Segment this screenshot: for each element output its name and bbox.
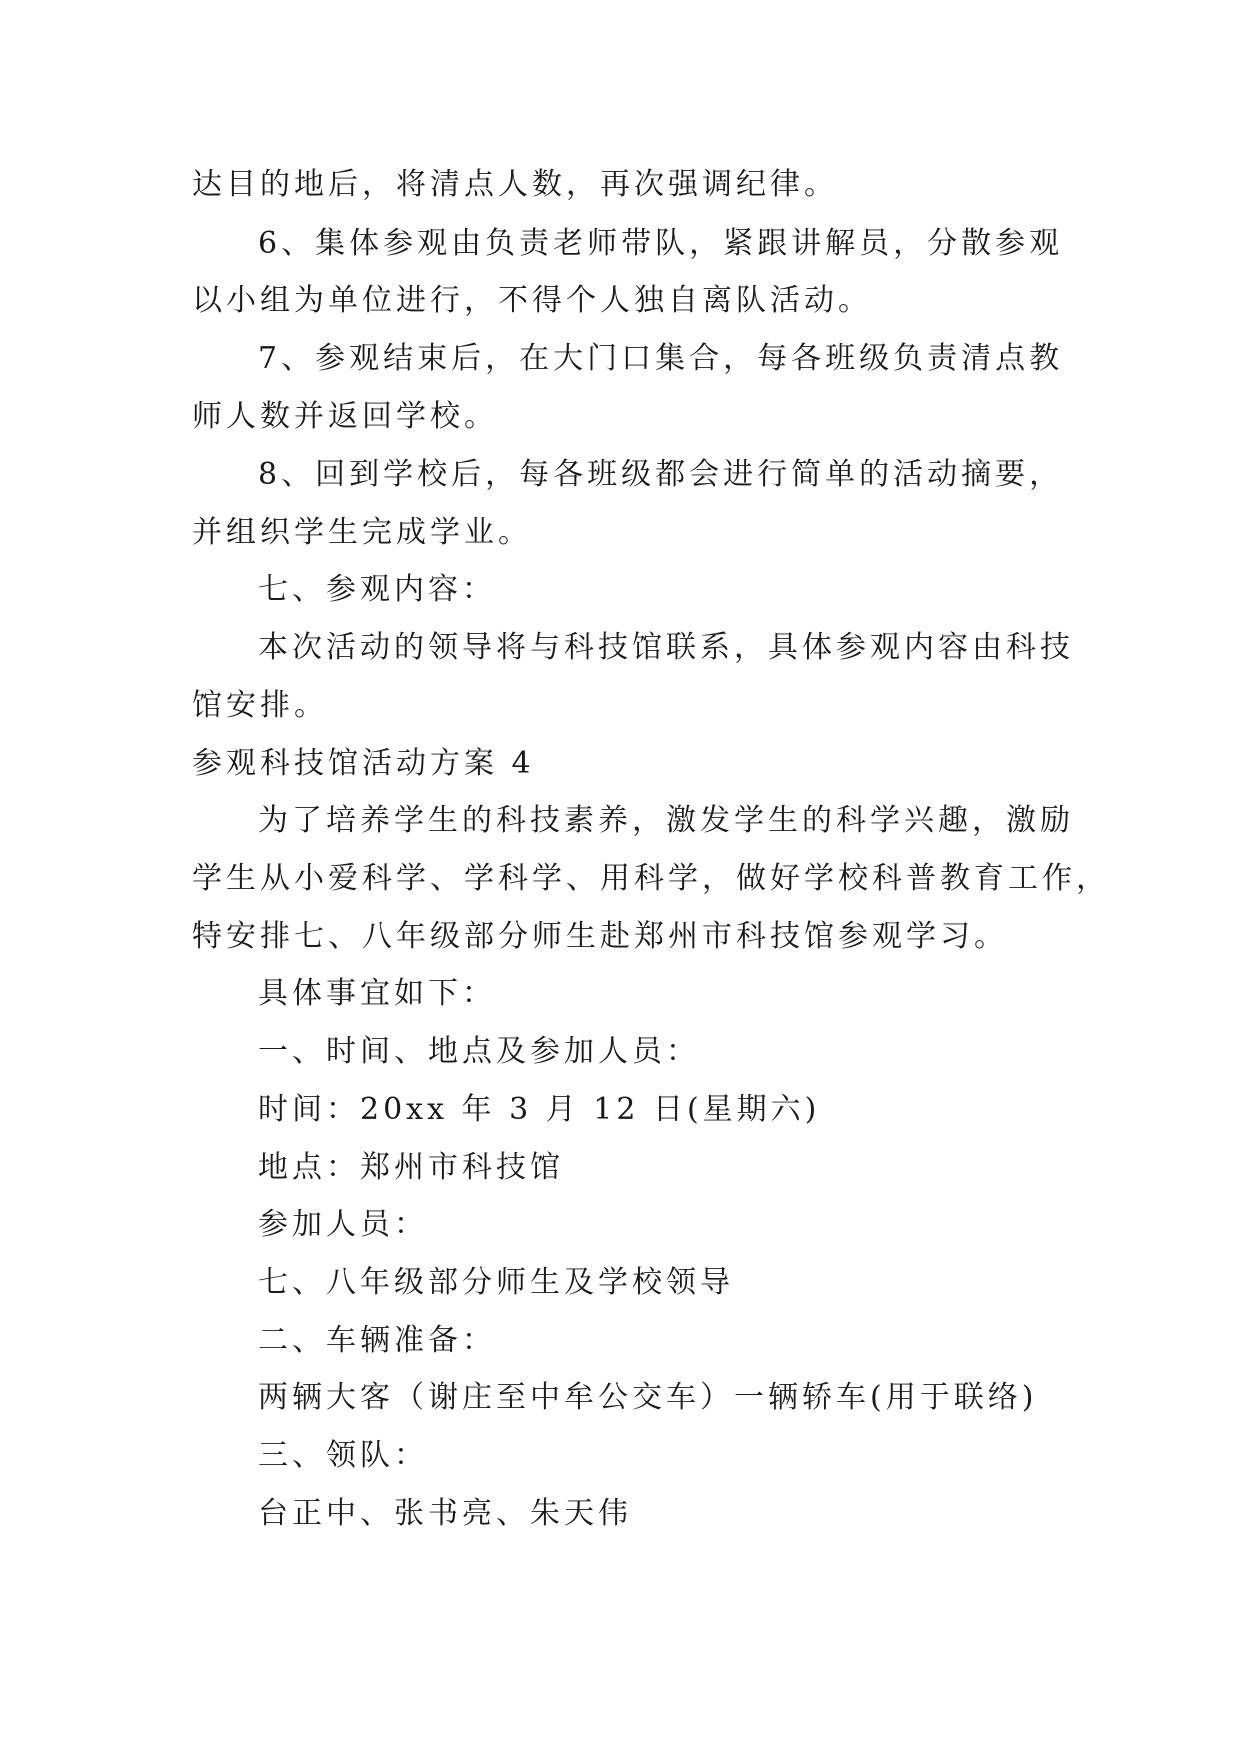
text-line: 地点：郑州市科技馆 — [258, 1150, 564, 1185]
text-line: 师人数并返回学校。 — [192, 399, 498, 434]
text-line: 并组织学生完成学业。 — [192, 515, 532, 550]
section-heading: 七、参观内容： — [258, 572, 496, 607]
text-line: 8、回到学校后，每各班级都会进行简单的活动摘要， — [258, 457, 1064, 492]
text-line: 达目的地后，将清点人数，再次强调纪律。 — [192, 167, 838, 202]
text-line: 以小组为单位进行，不得个人独自离队活动。 — [192, 283, 872, 318]
text-line: 6、集体参观由负责老师带队，紧跟讲解员，分散参观 — [258, 226, 1064, 261]
text-line: 馆安排。 — [192, 688, 328, 723]
section-heading: 一、时间、地点及参加人员： — [258, 1034, 700, 1069]
section-heading: 三、领队： — [258, 1438, 428, 1473]
text-line: 两辆大客（谢庄至中牟公交车）一辆轿车(用于联络) — [258, 1380, 1038, 1415]
text-line: 学生从小爱科学、学科学、用科学，做好学校科普教育工作， — [192, 861, 1110, 896]
text-line: 参加人员： — [258, 1207, 428, 1242]
text-line: 时间：20xx 年 3 月 12 日(星期六) — [258, 1092, 821, 1127]
text-line: 为了培养学生的科技素养，激发学生的科学兴趣，激励 — [258, 803, 1074, 838]
text-line: 具体事宜如下： — [258, 976, 496, 1011]
text-line: 7、参观结束后，在大门口集合，每各班级负责清点教 — [258, 341, 1064, 376]
text-line: 特安排七、八年级部分师生赴郑州市科技馆参观学习。 — [192, 919, 1008, 954]
document-title: 参观科技馆活动方案 4 — [192, 746, 535, 781]
text-line: 七、八年级部分师生及学校领导 — [258, 1265, 734, 1300]
section-heading: 二、车辆准备： — [258, 1323, 496, 1358]
text-line: 台正中、张书亮、朱天伟 — [258, 1496, 632, 1531]
text-line: 本次活动的领导将与科技馆联系，具体参观内容由科技 — [258, 630, 1074, 665]
